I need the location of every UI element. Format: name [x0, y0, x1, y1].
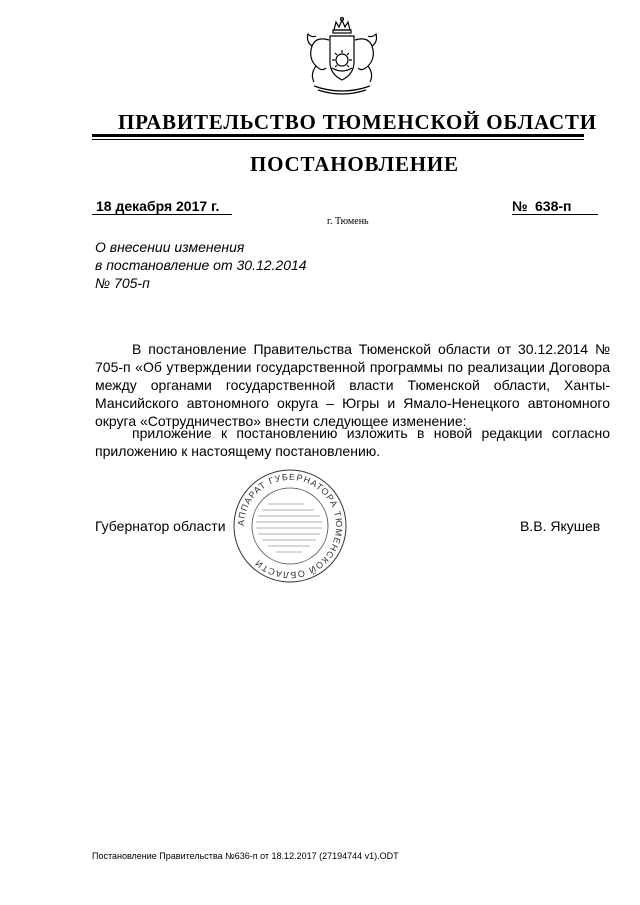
document-number: 638-п — [535, 198, 572, 214]
signer-name: В.В. Якушев — [520, 518, 601, 534]
body-paragraph: В постановление Правительства Тюменской области от 30.12.2014 № 705-п «Об утверждении государственной программы по реализации Договора между органами государственной власти Тюменской области, Ханты-Мансийского автономного округа – Югры и Ямало-Ненецкого автономного округа «Сотрудничество» внести следующее изменение: — [95, 341, 610, 429]
official-seal-stamp — [232, 468, 348, 584]
date-underline — [92, 214, 232, 215]
seal-ring-text: АППАРАТ ГУБЕРНАТОРА ТЮМЕНСКОЙ ОБЛАСТИ — [235, 471, 345, 581]
number-sign: № — [512, 198, 528, 214]
header-rule-thin — [92, 139, 584, 140]
tyumen-region-coat-of-arms-icon — [302, 16, 382, 100]
subject-line: № 705-п — [95, 275, 150, 291]
government-title: ПРАВИТЕЛЬСТВО ТЮМЕНСКОЙ ОБЛАСТИ — [118, 110, 597, 134]
number-underline — [512, 214, 598, 215]
header-rule-thick — [92, 134, 584, 137]
document-date: 18 декабря 2017 г. — [96, 198, 220, 214]
body-paragraph: приложение к постановлению изложить в новой редакции согласно приложению к настоящему постановлению. — [95, 425, 610, 459]
signer-title: Губернатор области — [95, 518, 226, 534]
city: г. Тюмень — [327, 216, 369, 227]
document-type: ПОСТАНОВЛЕНИЕ — [250, 152, 459, 176]
footer-file-reference: Постановление Правительства №636-п от 18.12.2017 (27194744 v1).ODT — [92, 851, 399, 861]
document-subject — [95, 238, 307, 292]
subject-line: в постановление от 30.12.2014 — [95, 257, 307, 273]
subject-line: О внесении изменения — [95, 239, 245, 255]
